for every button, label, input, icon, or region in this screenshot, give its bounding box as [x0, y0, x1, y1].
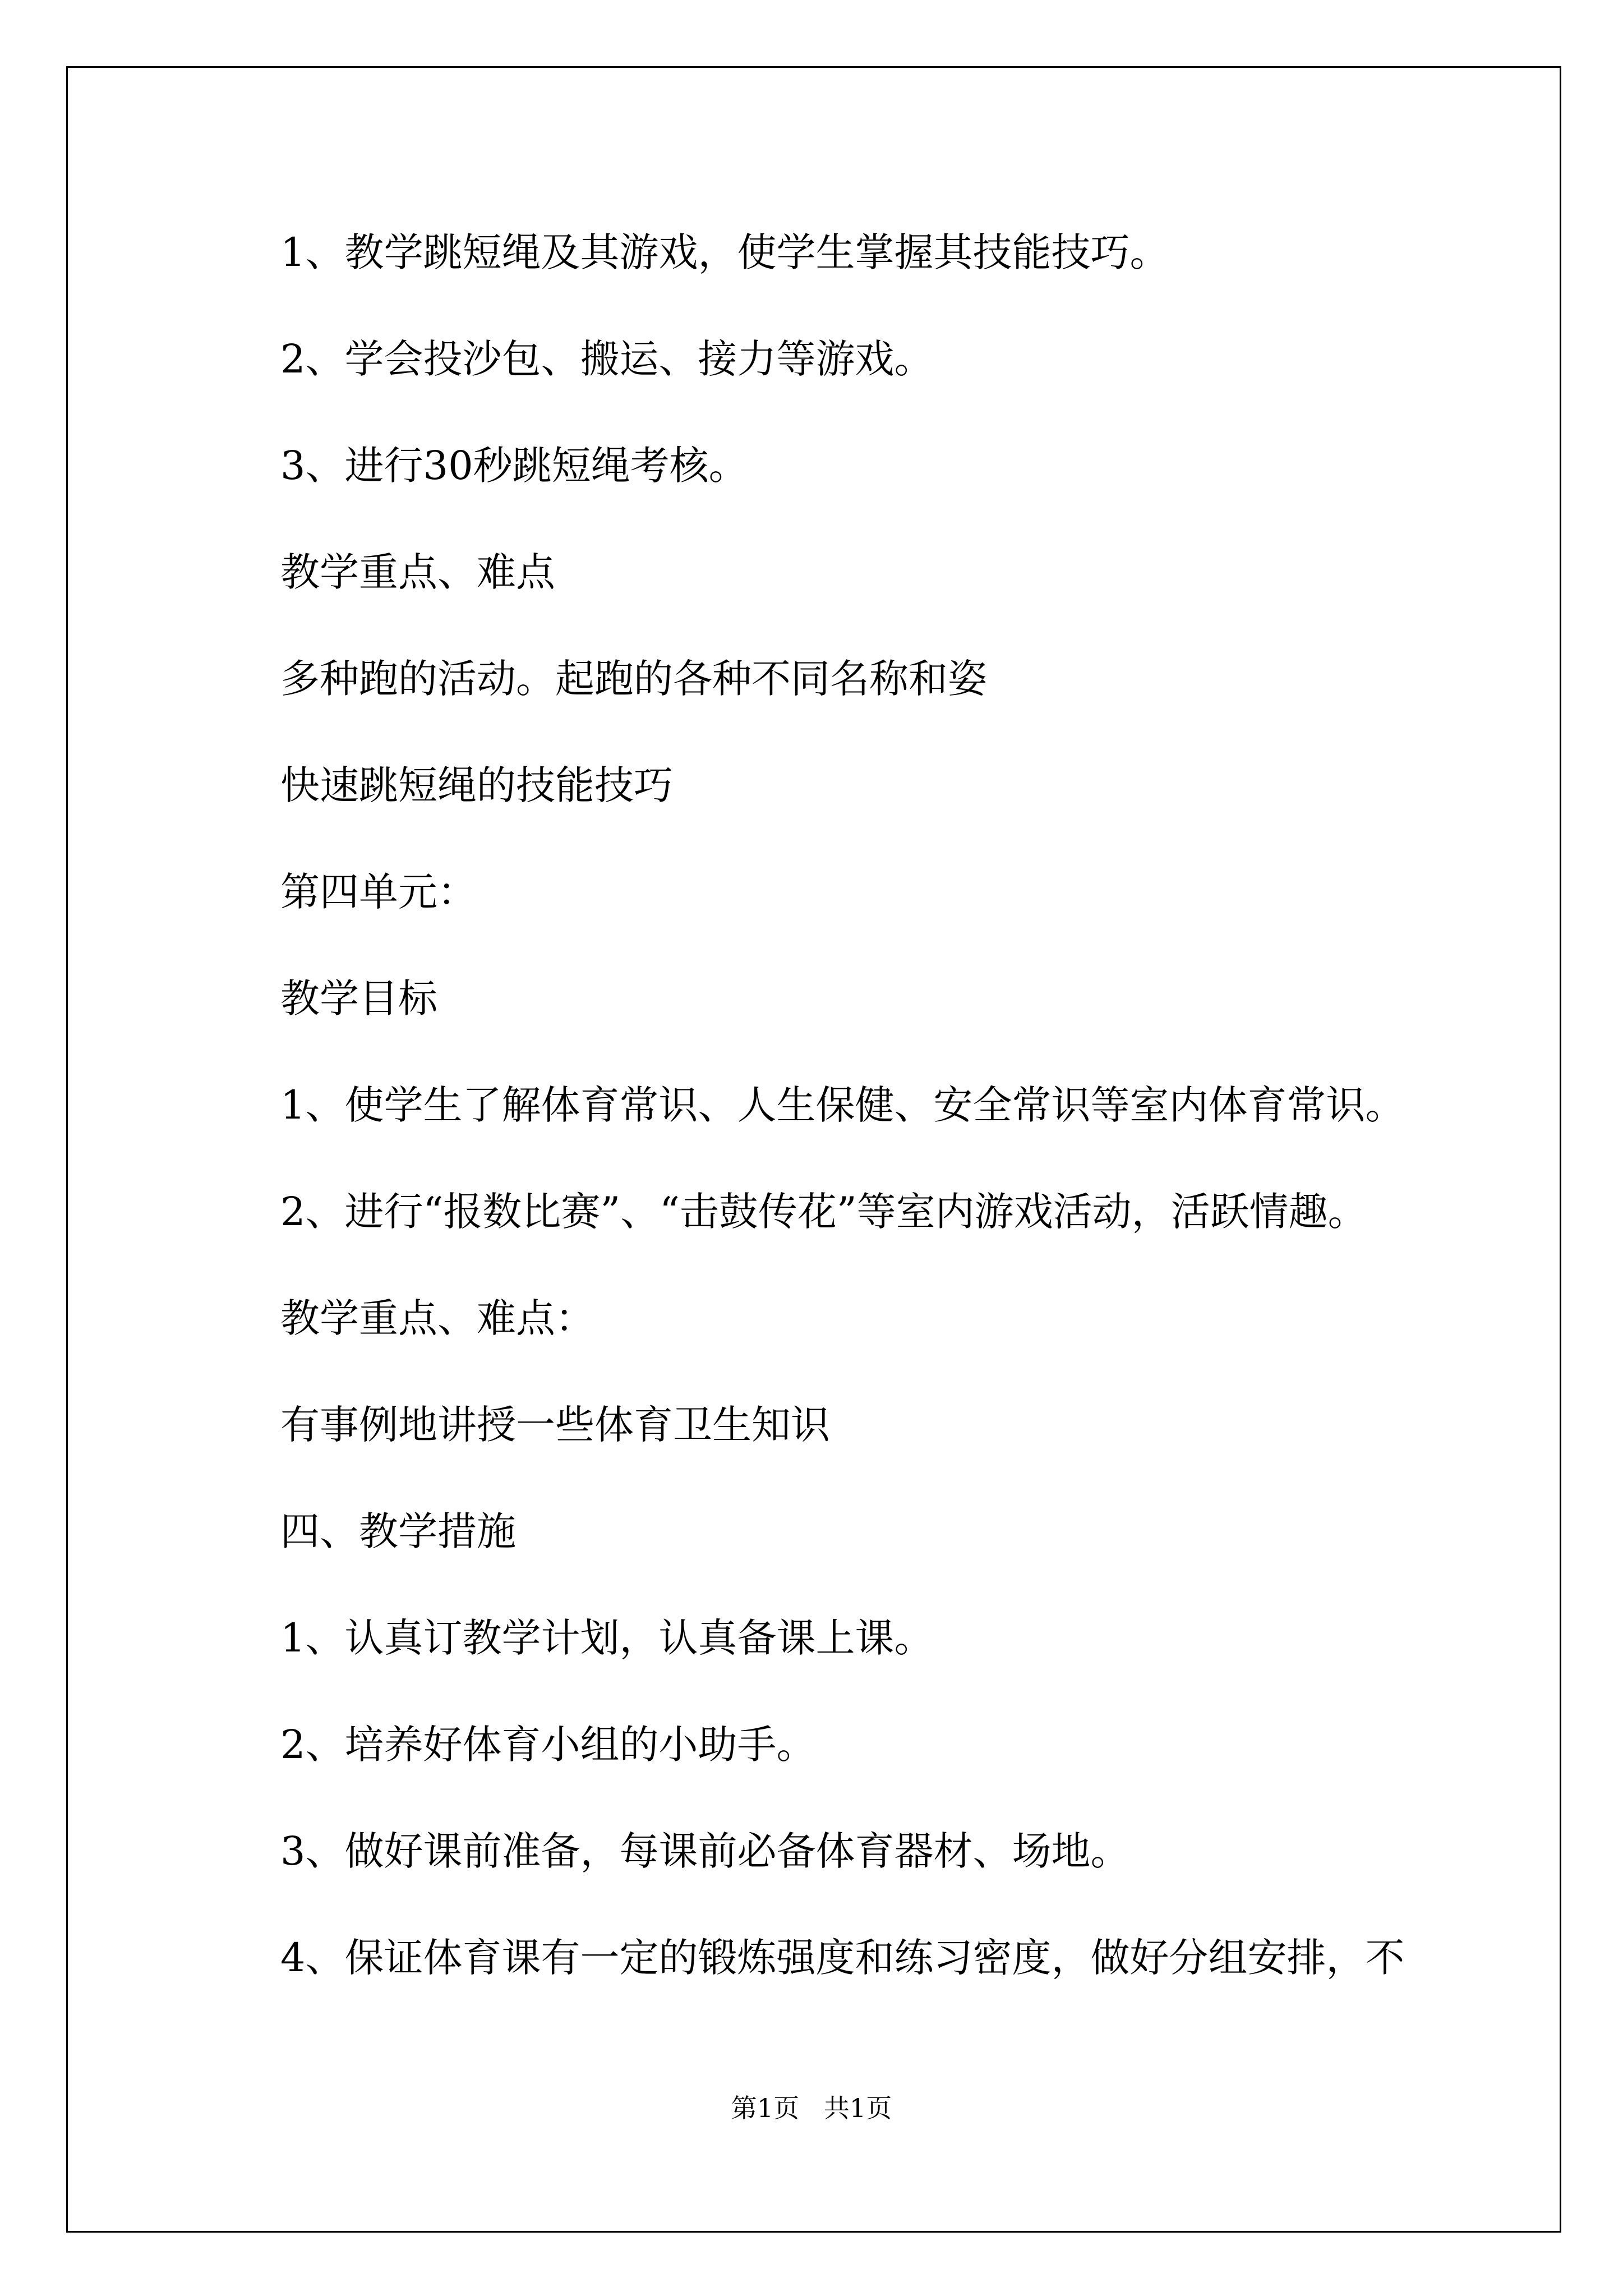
text-line-4: 教学重点、难点 — [280, 549, 555, 595]
text-line-11: 教学重点、难点： — [280, 1295, 594, 1341]
text-line-12: 有事例地讲授一些体育卫生知识 — [280, 1402, 830, 1448]
page-number-footer: 第1页 共1页 — [731, 2093, 892, 2123]
text-line-10: 2、进行“报数比赛”、“击鼓传花”等室内游戏活动，活跃情趣。 — [280, 1189, 1367, 1235]
text-line-5: 多种跑的活动。起跑的各种不同名称和姿 — [280, 656, 987, 702]
text-line-1: 1、教学跳短绳及其游戏，使学生掌握其技能技巧。 — [280, 229, 1169, 275]
text-line-15: 2、培养好体育小组的小助手。 — [280, 1722, 816, 1768]
text-line-3: 3、进行30秒跳短绳考核。 — [280, 443, 748, 489]
text-line-8: 教学目标 — [280, 976, 437, 1022]
text-line-13: 四、教学措施 — [280, 1508, 516, 1554]
page-border — [66, 66, 1561, 2233]
text-line-6: 快速跳短绳的技能技巧 — [280, 762, 673, 808]
text-line-17: 4、保证体育课有一定的锻炼强度和练习密度，做好分组安排，不 — [280, 1935, 1405, 1981]
text-line-14: 1、认真订教学计划，认真备课上课。 — [280, 1615, 934, 1661]
text-line-9: 1、使学生了解体育常识、人生保健、安全常识等室内体育常识。 — [280, 1082, 1405, 1128]
text-line-16: 3、做好课前准备，每课前必备体育器材、场地。 — [280, 1828, 1130, 1874]
text-line-2: 2、学会投沙包、搬运、接力等游戏。 — [280, 336, 934, 382]
text-line-7: 第四单元： — [280, 869, 477, 915]
